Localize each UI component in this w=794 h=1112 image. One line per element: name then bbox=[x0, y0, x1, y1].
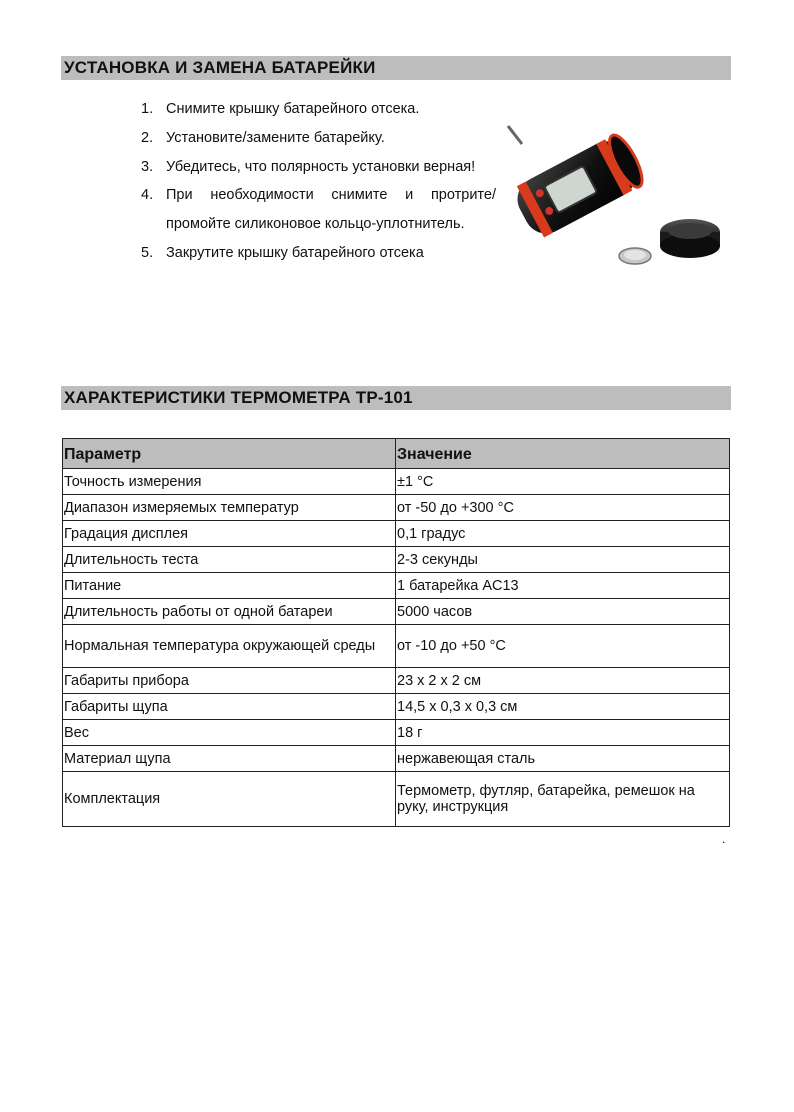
specs-table bbox=[62, 438, 730, 827]
param-cell: Длительность теста bbox=[63, 547, 396, 573]
value-cell: от -50 до +300 °С bbox=[396, 495, 730, 521]
step-text: Закрутите крышку батарейного отсека bbox=[166, 244, 424, 261]
value-cell: от -10 до +50 °С bbox=[396, 625, 730, 668]
param-cell: Диапазон измеряемых температур bbox=[63, 495, 396, 521]
table-row bbox=[63, 495, 730, 521]
step-item bbox=[136, 181, 496, 239]
step-item bbox=[136, 124, 496, 153]
value-cell: 5000 часов bbox=[396, 599, 730, 625]
param-cell: Габариты прибора bbox=[63, 668, 396, 694]
value-cell: 18 г bbox=[396, 720, 730, 746]
column-header-value: Значение bbox=[396, 439, 730, 469]
table-row bbox=[63, 625, 730, 668]
table-row bbox=[63, 746, 730, 772]
value-cell: 14,5 х 0,3 х 0,3 см bbox=[396, 694, 730, 720]
param-cell: Материал щупа bbox=[63, 746, 396, 772]
step-text: Убедитесь, что полярность установки верная! bbox=[166, 158, 476, 175]
step-item bbox=[136, 95, 496, 124]
step-number: 1. bbox=[141, 101, 154, 117]
table-row bbox=[63, 668, 730, 694]
column-header-param: Параметр bbox=[63, 439, 396, 469]
value-cell: 2-3 секунды bbox=[396, 547, 730, 573]
table-row bbox=[63, 573, 730, 599]
trailing-mark: . bbox=[722, 832, 726, 846]
param-cell: Градация дисплея bbox=[63, 521, 396, 547]
step-number: 4. bbox=[141, 187, 154, 204]
value-cell: нержавеющая сталь bbox=[396, 746, 730, 772]
param-cell: Длительность работы от одной батареи bbox=[63, 599, 396, 625]
specs-section-title: ХАРАКТЕРИСТИКИ ТЕРМОМЕТРА TP-101 bbox=[61, 386, 731, 410]
value-cell: ±1 °С bbox=[396, 469, 730, 495]
step-number: 3. bbox=[141, 158, 154, 175]
step-item bbox=[136, 153, 496, 182]
step-number: 2. bbox=[141, 129, 154, 146]
param-cell: Питание bbox=[63, 573, 396, 599]
param-cell: Комплектация bbox=[63, 772, 396, 827]
thermometer-photo bbox=[498, 118, 730, 276]
param-cell: Вес bbox=[63, 720, 396, 746]
step-text: Снимите крышку батарейного отсека. bbox=[166, 101, 420, 117]
table-row bbox=[63, 521, 730, 547]
table-row bbox=[63, 547, 730, 573]
step-item bbox=[136, 239, 496, 268]
step-text: Установите/замените батарейку. bbox=[166, 129, 385, 146]
table-row bbox=[63, 599, 730, 625]
value-cell: 1 батарейка AC13 bbox=[396, 573, 730, 599]
table-row bbox=[63, 772, 730, 827]
param-cell: Точность измерения bbox=[63, 469, 396, 495]
value-cell: 23 х 2 х 2 см bbox=[396, 668, 730, 694]
value-cell: 0,1 градус bbox=[396, 521, 730, 547]
table-row bbox=[63, 694, 730, 720]
battery-section-title: УСТАНОВКА И ЗАМЕНА БАТАРЕЙКИ bbox=[61, 56, 731, 80]
param-cell: Нормальная температура окружающей среды bbox=[63, 625, 396, 668]
step-text: При необходимости снимите и протрите/промойте силиконовое кольцо-уплотнитель. bbox=[166, 187, 496, 233]
table-header-row bbox=[63, 439, 730, 469]
table-row bbox=[63, 469, 730, 495]
value-cell: Термометр, футляр, батарейка, ремешок на руку, инструкция bbox=[396, 772, 730, 827]
param-cell: Габариты щупа bbox=[63, 694, 396, 720]
step-number: 5. bbox=[141, 244, 154, 261]
battery-steps-list bbox=[136, 95, 496, 268]
table-row bbox=[63, 720, 730, 746]
